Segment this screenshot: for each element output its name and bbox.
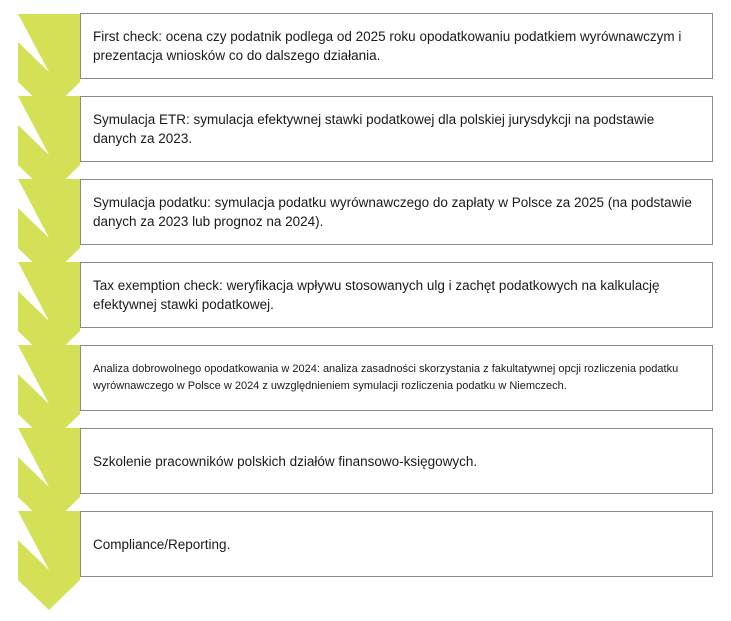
step-box-3 <box>80 179 713 245</box>
step-text-3: Symulacja podatku: symulacja podatku wyrównawczego do zapłaty w Polsce za 2025 (na podstawie danych za 2023 lub prognoz na 2024). <box>93 195 692 229</box>
step-box-5 <box>80 345 713 411</box>
step-text-7: Compliance/Reporting. <box>93 536 231 552</box>
step-text-4: Tax exemption check: weryfikacja wpływu stosowanych ulg i zachęt podatkowych na kalkulację efektywnej stawki podatkowej. <box>93 278 660 312</box>
step-text-6: Szkolenie pracowników polskich działów finansowo-księgowych. <box>93 453 478 469</box>
step-text-5: Analiza dobrowolnego opodatkowania w 2024: analiza zasadności skorzystania z fakultatywnej opcji rozliczenia podatku wyrównawczego w Polsce w 2024 z uwzględnieniem symulacji rozliczenia podatku w Niemczech. <box>93 363 679 392</box>
chevron-step-7 <box>18 511 80 610</box>
step-text-2: Symulacja ETR: symulacja efektywnej stawki podatkowej dla polskiej jurysdykcji na podstawie danych za 2023. <box>93 112 655 146</box>
step-box-6 <box>80 428 713 494</box>
step-box-1 <box>80 13 713 79</box>
step-box-2 <box>80 96 713 162</box>
step-box-7 <box>80 511 713 577</box>
step-box-4 <box>80 262 713 328</box>
step-text-1: First check: ocena czy podatnik podlega od 2025 roku opodatkowaniu podatkiem wyrównawczym i prezentacja wniosków co do dalszego działania. <box>93 29 682 63</box>
